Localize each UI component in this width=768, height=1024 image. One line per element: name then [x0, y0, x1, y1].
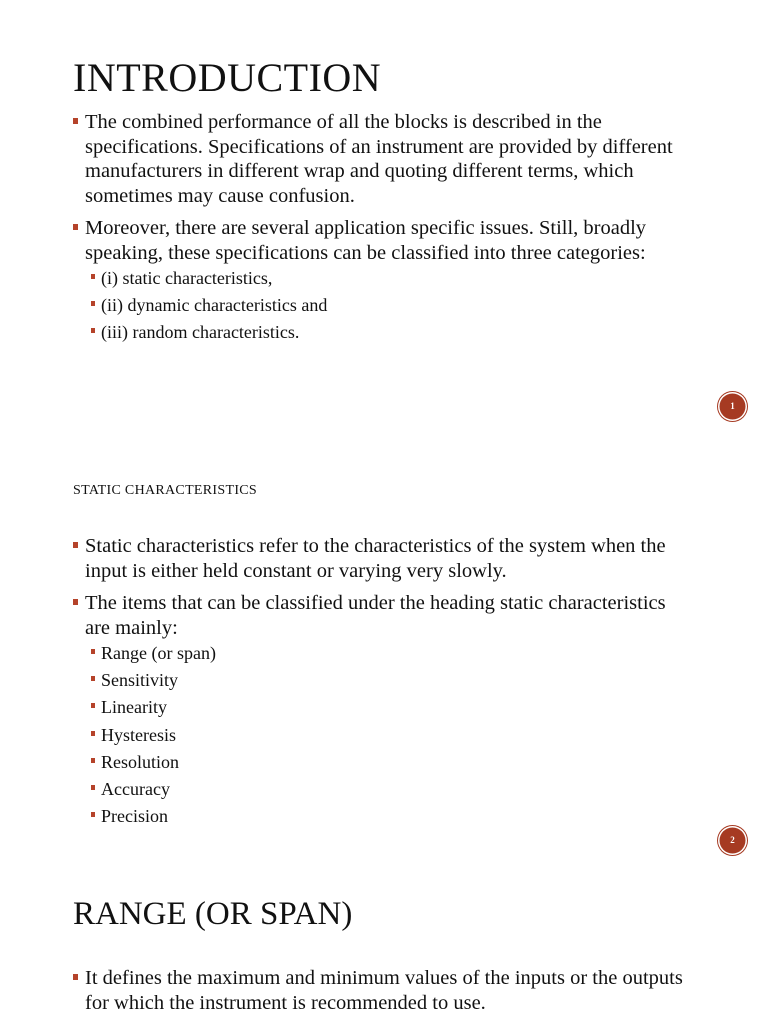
- square-bullet-icon: [91, 676, 95, 681]
- sub-list-item: [91, 806, 688, 827]
- sub-bullet-text: Linearity: [101, 697, 167, 718]
- slide-range-or-span: [0, 860, 768, 1024]
- sub-bullet-text: (iii) random characteristics.: [101, 322, 300, 343]
- slide-title: INTRODUCTION: [73, 55, 382, 100]
- bullet-list: [73, 110, 688, 351]
- bullet-text: Static characteristics refer to the characteristics of the system when the input is either held constant or varying very slowly.: [85, 535, 666, 582]
- square-bullet-icon: [91, 731, 95, 736]
- sub-bullet-list: [91, 643, 688, 827]
- square-bullet-icon: [91, 301, 95, 306]
- square-bullet-icon: [91, 758, 95, 763]
- page-number-badge: 1: [718, 392, 747, 421]
- sub-bullet-list: [91, 268, 688, 343]
- bullet-text: Moreover, there are several application specific issues. Still, broadly speaking, these specifications can be classified into three categories:: [85, 217, 647, 264]
- sub-list-item: [91, 643, 688, 664]
- bullet-list: [73, 534, 688, 835]
- list-item: [73, 966, 688, 1015]
- list-item: [73, 534, 688, 583]
- square-bullet-icon: [73, 974, 78, 980]
- sub-list-item: [91, 752, 688, 773]
- sub-bullet-text: Sensitivity: [101, 670, 179, 691]
- slide-static-characteristics: [0, 440, 768, 860]
- sub-bullet-text: (ii) dynamic characteristics and: [101, 295, 328, 316]
- sub-list-item: [91, 670, 688, 691]
- page-number-badge: 2: [718, 826, 747, 855]
- list-item: [73, 110, 688, 208]
- sub-list-item: [91, 295, 688, 316]
- sub-bullet-text: Accuracy: [101, 778, 170, 799]
- bullet-text: It defines the maximum and minimum values of the inputs or the outputs for which the instrument is recommended to use.: [85, 967, 683, 1014]
- square-bullet-icon: [91, 649, 95, 654]
- sub-list-item: [91, 268, 688, 289]
- square-bullet-icon: [73, 599, 78, 605]
- sub-bullet-text: (i) static characteristics,: [101, 268, 273, 288]
- square-bullet-icon: [91, 785, 95, 790]
- slide-title: STATIC CHARACTERISTICS: [73, 483, 257, 498]
- square-bullet-icon: [73, 542, 78, 548]
- sub-list-item: [91, 779, 688, 800]
- square-bullet-icon: [91, 703, 95, 708]
- sub-bullet-text: Precision: [101, 806, 168, 827]
- slide-title: RANGE (OR SPAN): [73, 896, 353, 932]
- slide-introduction: [0, 0, 768, 440]
- sub-list-item: [91, 697, 688, 718]
- sub-bullet-text: Hysteresis: [101, 724, 176, 745]
- square-bullet-icon: [91, 812, 95, 817]
- sub-list-item: [91, 322, 688, 343]
- square-bullet-icon: [91, 328, 95, 333]
- list-item: [73, 216, 688, 343]
- bullet-list: [73, 966, 688, 1023]
- sub-list-item: [91, 725, 688, 746]
- list-item: [73, 591, 688, 827]
- sub-bullet-text: Range (or span): [101, 643, 216, 663]
- square-bullet-icon: [73, 224, 78, 230]
- bullet-text: The items that can be classified under the heading static characteristics are mainly:: [85, 592, 666, 639]
- bullet-text: The combined performance of all the blocks is described in the specifications. Specifications of an instrument are provided by different manufacturers in different wrap and quoting different terms, which sometimes may cause confusion.: [85, 111, 673, 207]
- square-bullet-icon: [91, 274, 95, 279]
- sub-bullet-text: Resolution: [101, 751, 180, 772]
- square-bullet-icon: [73, 118, 78, 124]
